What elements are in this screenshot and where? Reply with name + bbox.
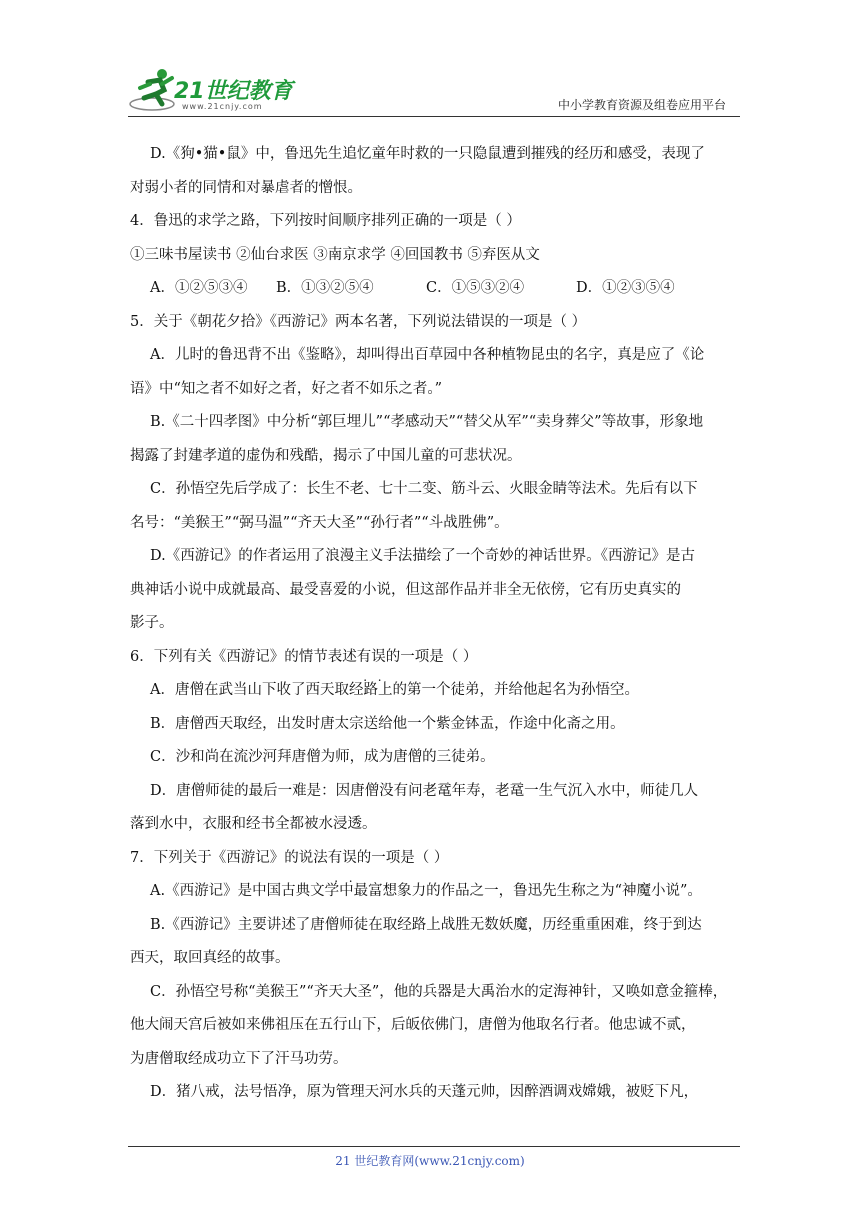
text-line: A.《西游记》是中国古典文学中最富想象力的作品之一，鲁迅先生称之为“神魔小说”。 xyxy=(150,883,702,899)
question-5: 5．关于《朝花夕拾》《西游记》两本名著，下列说法错误的一项是（ ） xyxy=(130,313,587,330)
footer-divider xyxy=(128,1146,740,1147)
question-6-stem: 6．下列有关《西游记》的情节表述 xyxy=(130,648,357,665)
emphasis-char: 有 xyxy=(327,849,343,866)
text-line: 名号：“美猴王”“弼马温”“齐天大圣”“孙行者”“斗战胜佛”。 xyxy=(130,514,509,531)
question-7-stem: 7．下列关于《西游记》的说法 xyxy=(130,849,328,866)
text-line: 影子。 xyxy=(130,615,174,631)
question-6-tail: 的一项是（ ） xyxy=(385,648,478,665)
question-7-tail: 的一项是（ ） xyxy=(356,849,449,866)
text-line: D.《狗•猫•鼠》中，鲁迅先生追忆童年时救的一只隐鼠遭到摧残的经历和感受，表现了 xyxy=(150,146,705,162)
text-line: B.《西游记》主要讲述了唐僧师徒在取经路上战胜无数妖魔，历经重重困难，终于到达 xyxy=(150,916,702,933)
option-c: C．①⑤③②④ xyxy=(426,280,525,296)
option-b: B．①③②⑤④ xyxy=(276,280,374,296)
text-line: C．孙悟空先后学成了：长生不老、七十二变、筋斗云、火眼金睛等法术。先后有以下 xyxy=(150,481,698,497)
text-line: D．猪八戒，法号悟净，原为管理天河水兵的天蓬元帅，因醉酒调戏嫦娥，被贬下凡， xyxy=(150,1084,699,1100)
logo-url: www.21cnjy.com xyxy=(182,102,263,111)
logo-text: 21世纪教育 xyxy=(174,79,293,104)
platform-title: 中小学教育资源及组卷应用平台 xyxy=(557,98,726,112)
text-line: D.《西游记》的作者运用了浪漫主义手法描绘了一个奇妙的神话世界。《西游记》是古 xyxy=(150,548,695,564)
question-4: 4．鲁迅的求学之路，下列按时间顺序排列正确的一项是（ ） xyxy=(130,213,521,229)
text-line: B．唐僧西天取经，出发时唐太宗送给他一个紫金钵盂，作途中化斋之用。 xyxy=(150,715,625,732)
logo xyxy=(128,64,298,116)
text-line: ①三味书屋读书 ②仙台求医 ③南京求学 ④回国教书 ⑤弃医从文 xyxy=(130,246,540,263)
text-line: 语》中“知之者不如好之者，好之者不如乐之者。” xyxy=(130,380,443,397)
runner-logo-icon xyxy=(128,64,180,116)
text-line: A．儿时的鲁迅背不出《鉴略》，却叫得出百草园中各种植物昆虫的名字，真是应了《论 xyxy=(150,347,705,363)
question-6 xyxy=(130,641,730,675)
text-line: D．唐僧师徒的最后一难是：因唐僧没有问老鼋年寿，老鼋一生气沉入水中，师徒几人 xyxy=(150,782,699,799)
text-line: A．唐僧在武当山下收了西天取经路上的第一个徒弟，并给他起名为孙悟空。 xyxy=(150,682,639,698)
text-line: C．孙悟空号称“美猴王”“齐天大圣”，他的兵器是大禹治水的定海神针，又唤如意金箍棒， xyxy=(150,983,728,1000)
text-line: B.《二十四孝图》中分析“郭巨埋儿”“孝感动天”“替父从军”“卖身葬父”等故事，形象地 xyxy=(150,414,704,430)
text-line: 对弱小者的同情和对暴虐者的憎恨。 xyxy=(130,179,362,196)
page-footer: 21 世纪教育网(www.21cnjy.com) xyxy=(335,1154,525,1168)
emphasis-char: 误 xyxy=(371,648,386,665)
emphasis-char: 有 xyxy=(356,648,372,665)
option-d: D．①②③⑤④ xyxy=(576,280,675,296)
header-divider xyxy=(128,116,740,117)
text-line: 落到水中，衣服和经书全都被水浸透。 xyxy=(130,816,377,832)
option-a: A．①②⑤③④ xyxy=(150,280,248,296)
text-line: 西天，取回真经的故事。 xyxy=(130,950,290,966)
text-line: 揭露了封建孝道的虚伪和残酷，揭示了中国儿童的可悲状况。 xyxy=(130,447,522,464)
question-7 xyxy=(130,842,730,876)
text-line: 为唐僧取经成功立下了汗马功劳。 xyxy=(130,1050,348,1067)
text-line: 典神话小说中成就最高、最受喜爱的小说，但这部作品并非全无依傍，它有历史真实的 xyxy=(130,581,681,598)
page-header xyxy=(128,64,740,116)
question-4-options xyxy=(130,272,730,306)
document-body xyxy=(130,138,730,1110)
emphasis-char: 误 xyxy=(342,849,357,866)
text-line: 他大闹天宫后被如来佛祖压在五行山下，后皈依佛门，唐僧为他取名行者。他忠诚不贰， xyxy=(130,1017,696,1033)
text-line: C．沙和尚在流沙河拜唐僧为师，成为唐僧的三徒弟。 xyxy=(150,749,495,765)
